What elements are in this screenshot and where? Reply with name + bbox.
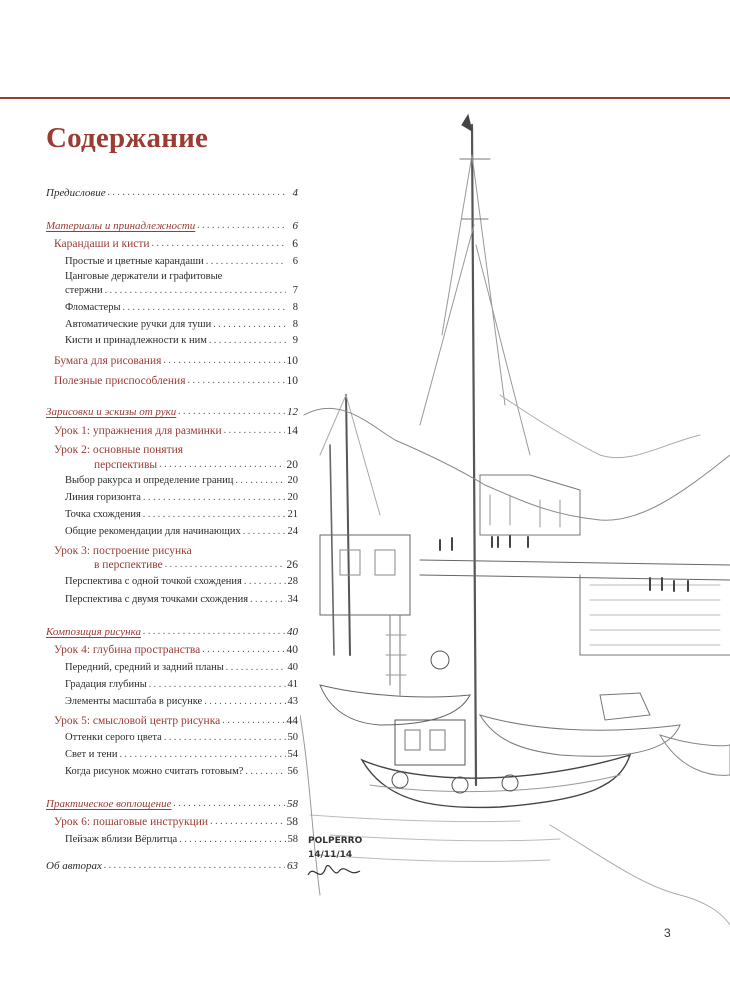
toc-entry-one-point[interactable]	[65, 575, 298, 589]
leader-dots	[244, 575, 286, 589]
toc-page: 50	[287, 732, 298, 743]
toc-page: 6	[292, 256, 298, 267]
toc-entry-sketches[interactable]	[46, 405, 298, 419]
toc-label: Оттенки серого цвета	[65, 732, 162, 743]
page-number: 3	[664, 926, 671, 940]
toc-label: Общие рекомендации для начинающих	[65, 526, 241, 537]
leader-dots	[152, 237, 286, 251]
toc-entry-scale[interactable]	[65, 695, 298, 709]
toc-entry-markers[interactable]	[65, 301, 298, 315]
inscription-place: POLPERRO	[308, 836, 363, 846]
leader-dots	[104, 859, 285, 873]
toc-page: 9	[292, 335, 298, 346]
toc-entry-authors[interactable]	[46, 859, 298, 873]
toc-page: 58	[286, 816, 298, 828]
toc-page: 8	[292, 302, 298, 313]
toc-label: Свет и тени	[65, 749, 118, 760]
leader-dots	[206, 255, 286, 269]
toc-label: Автоматические ручки для туши	[65, 319, 212, 330]
toc-entry-pencils-brushes[interactable]	[54, 237, 298, 251]
leader-dots	[226, 661, 286, 675]
toc-label: Практическое воплощение	[46, 798, 172, 810]
toc-entry-simple-pencils[interactable]	[65, 255, 298, 269]
toc-label-line1: Урок 2: основные понятия	[54, 444, 184, 456]
signature-scribble	[308, 865, 360, 875]
toc-entry-angle[interactable]	[65, 474, 298, 488]
toc-page: 4	[292, 187, 298, 199]
toc-entry-practice[interactable]	[46, 797, 298, 811]
leader-dots	[149, 678, 286, 692]
toc-page: 20	[287, 492, 298, 503]
leader-dots	[165, 558, 285, 572]
toc-page: 40	[286, 644, 298, 656]
toc-label: Кисти и принадлежности к ним	[65, 335, 207, 346]
leader-dots	[123, 301, 286, 315]
toc-label: Пейзаж вблизи Вёрлитца	[65, 834, 178, 845]
toc-entry-horizon[interactable]	[65, 491, 298, 505]
toc-page: 58	[287, 834, 298, 845]
toc-page: 41	[287, 679, 298, 690]
toc-page: 7	[292, 285, 298, 296]
toc-label: Перспектива с одной точкой схождения	[65, 576, 242, 587]
toc-entry-finished[interactable]	[65, 765, 298, 779]
toc-label: Фломастеры	[65, 302, 121, 313]
leader-dots	[235, 474, 285, 488]
leader-dots	[178, 405, 285, 419]
leader-dots	[143, 491, 286, 505]
leader-dots	[243, 525, 286, 539]
toc-label: Урок 1: упражнения для разминки	[54, 425, 222, 437]
page-title: Содержание	[46, 122, 209, 154]
leader-dots	[159, 458, 284, 472]
leader-dots	[143, 625, 285, 639]
sketch-inscription	[308, 836, 363, 875]
leader-dots	[164, 731, 286, 745]
leader-dots	[108, 186, 286, 200]
leader-dots	[105, 284, 286, 298]
toc-label: Полезные приспособления	[54, 375, 186, 387]
leader-dots	[224, 424, 285, 438]
toc-entry-lesson1[interactable]	[54, 424, 298, 438]
leader-dots	[202, 643, 284, 657]
toc-page: 10	[286, 355, 298, 367]
toc-entry-two-point[interactable]	[65, 593, 298, 607]
toc-entry-depth-gradation[interactable]	[65, 678, 298, 692]
toc-entry-landscape[interactable]	[65, 833, 298, 847]
toc-label-line1: Цанговые держатели и графитовые	[65, 271, 223, 282]
toc-entry-beginners[interactable]	[65, 525, 298, 539]
toc-entry-planes[interactable]	[65, 661, 298, 675]
toc-label: Передний, средний и задний планы	[65, 662, 224, 673]
toc-entry-lesson6[interactable]	[54, 815, 298, 829]
toc-label: Урок 4: глубина пространства	[54, 644, 201, 656]
toc-page: 43	[287, 696, 298, 707]
leader-dots	[209, 334, 286, 348]
toc-entry-brushes-acc[interactable]	[65, 334, 298, 348]
toc-label: Градация глубины	[65, 679, 147, 690]
toc-label-line2: перспективы	[94, 459, 158, 471]
toc-entry-preface[interactable]	[46, 186, 298, 200]
leader-dots	[210, 815, 284, 829]
toc-entry-grey[interactable]	[65, 731, 298, 745]
leader-dots	[250, 593, 285, 607]
toc-page: 26	[286, 559, 298, 571]
toc-page: 21	[287, 509, 298, 520]
toc-label: Бумага для рисования	[54, 355, 162, 367]
toc-label: Простые и цветные карандаши	[65, 256, 204, 267]
toc-label: Зарисовки и эскизы от руки	[46, 406, 177, 418]
toc-label: Карандаши и кисти	[54, 238, 150, 250]
toc-page: 14	[286, 425, 298, 437]
toc-page: 56	[287, 766, 298, 777]
leader-dots	[179, 833, 285, 847]
toc-label-line2: в перспективе	[94, 559, 163, 571]
toc-label: Композиция рисунка	[46, 626, 142, 638]
toc-page: 8	[292, 319, 298, 330]
toc-page: 54	[287, 749, 298, 760]
toc-page: 10	[286, 375, 298, 387]
toc-page: 28	[287, 576, 298, 587]
toc-entry-paper[interactable]	[54, 354, 298, 368]
toc-entry-vanishing[interactable]	[65, 508, 298, 522]
leader-dots	[143, 508, 286, 522]
toc-label: Когда рисунок можно считать готовым?	[65, 766, 244, 777]
toc-page: 40	[287, 662, 298, 673]
toc-label: Урок 6: пошаговые инструкции	[54, 816, 209, 828]
toc-entry-composition[interactable]	[46, 625, 298, 639]
toc-label: Элементы масштаба в рисунке	[65, 696, 203, 707]
toc-page: 6	[292, 220, 298, 232]
toc-page: 24	[287, 526, 298, 537]
toc-page: 20	[287, 475, 298, 486]
toc-page: 6	[292, 238, 298, 250]
harbor-sketch-illustration	[300, 95, 730, 945]
toc-label: Точка схождения	[65, 509, 141, 520]
toc-entry-lesson4[interactable]	[54, 643, 298, 657]
toc-entry-light[interactable]	[65, 748, 298, 762]
toc-page: 34	[287, 594, 298, 605]
toc-entry-ink-pens[interactable]	[65, 318, 298, 332]
toc-label-line2: стержни	[65, 285, 103, 296]
toc-label: Перспектива с двумя точками схождения	[65, 594, 249, 605]
toc-page: 12	[287, 406, 298, 418]
leader-dots	[222, 714, 284, 728]
toc-label: Предисловие	[46, 187, 106, 199]
leader-dots	[197, 219, 286, 233]
toc-page: 63	[287, 860, 298, 872]
toc-entry-materials[interactable]	[46, 219, 298, 233]
leader-dots	[188, 374, 285, 388]
inscription-date: 14/11/14	[308, 850, 353, 860]
toc-label: Урок 5: смысловой центр рисунка	[54, 715, 221, 727]
toc-page: 20	[286, 459, 298, 471]
toc-label: Материалы и принадлежности	[46, 220, 196, 232]
toc-label: Линия горизонта	[65, 492, 141, 503]
leader-dots	[173, 797, 285, 811]
toc-entry-tools[interactable]	[54, 374, 298, 388]
leader-dots	[204, 695, 285, 709]
toc-entry-lesson5[interactable]	[54, 714, 298, 728]
toc-page: 44	[286, 715, 298, 727]
toc-label-line1: Урок 3: построение рисунка	[54, 545, 192, 557]
leader-dots	[120, 748, 286, 762]
toc-label: Выбор ракурса и определение границ	[65, 475, 234, 486]
leader-dots	[163, 354, 284, 368]
toc-page: 40	[287, 626, 298, 638]
leader-dots	[245, 765, 285, 779]
toc-page: 58	[287, 798, 298, 810]
toc-label: Об авторах	[46, 860, 102, 872]
leader-dots	[213, 318, 286, 332]
